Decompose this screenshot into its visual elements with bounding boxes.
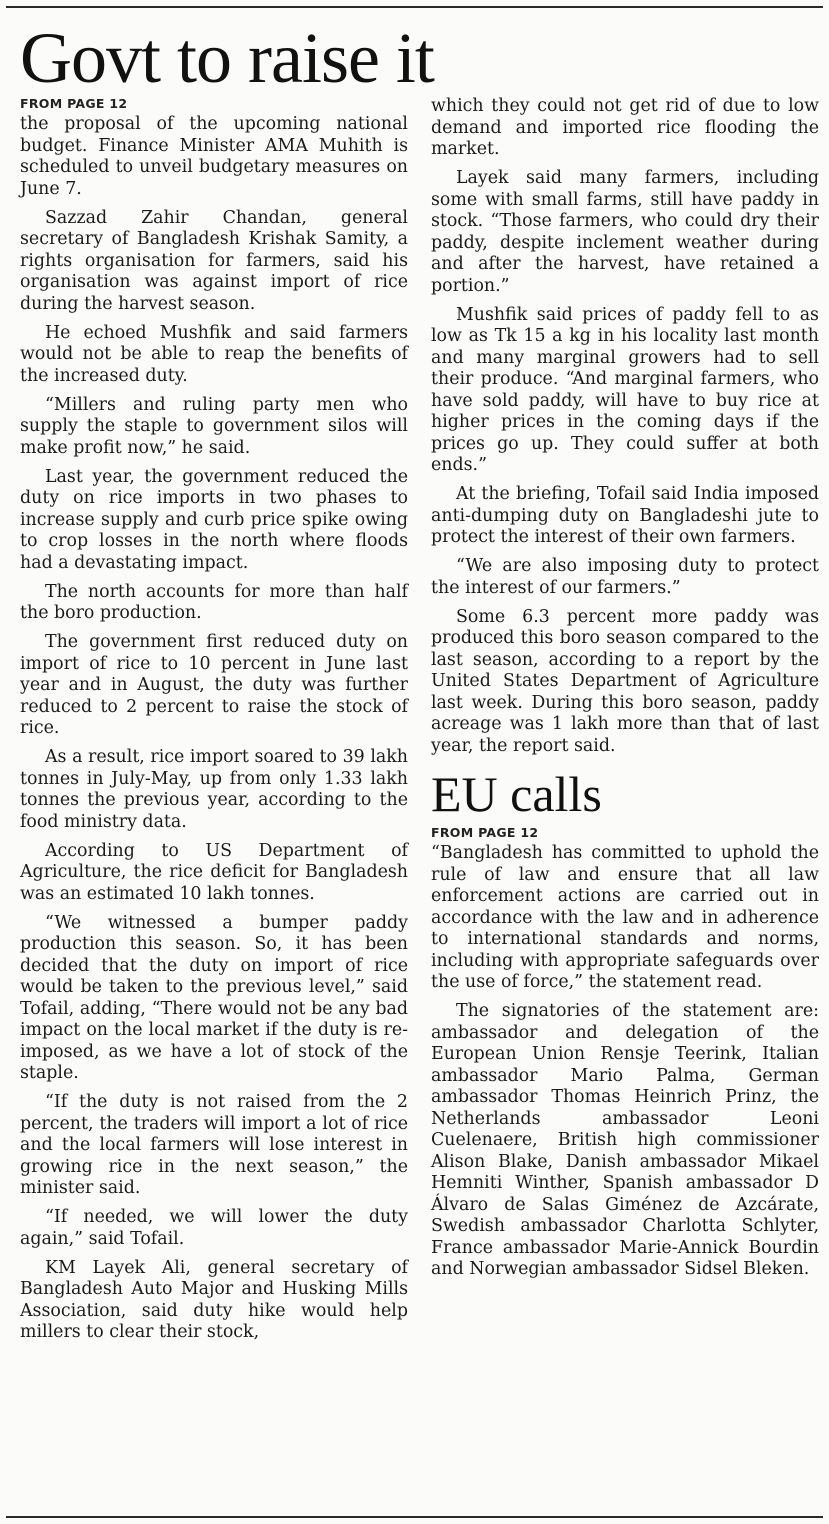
paragraph: At the briefing, Tofail said India imposed anti-dumping duty on Bangladeshi jute to protect the interest of their own farmers.	[431, 484, 819, 547]
jump-line: FROM PAGE 12	[431, 825, 539, 840]
paragraph: “We are also imposing duty to protect the interest of our farmers.”	[431, 556, 819, 598]
column-left	[20, 96, 408, 1344]
bottom-rule	[6, 1516, 823, 1518]
story-headline: Govt to raise it	[20, 18, 434, 98]
second-story-headline: EU calls	[431, 766, 602, 822]
paragraph: According to US Department of Agriculture, the rice deficit for Bangladesh was an estimated 10 lakh tonnes.	[20, 840, 408, 904]
paragraph: which they could not get rid of due to low demand and imported rice flooding the market.	[431, 96, 819, 159]
paragraph: Sazzad Zahir Chandan, general secretary of Bangladesh Krishak Samity, a rights organisation for farmers, said his organisation was against import of rice during the harvest season.	[20, 207, 408, 314]
paragraph: The north accounts for more than half the boro production.	[20, 581, 408, 623]
paragraph: As a result, rice import soared to 39 lakh tonnes in July-May, up from only 1.33 lakh tonnes the previous year, according to the food ministry data.	[20, 747, 408, 832]
paragraph: KM Layek Ali, general secretary of Bangladesh Auto Major and Husking Mills Association, said duty hike would help millers to clear their stock,	[20, 1257, 408, 1342]
column-right	[431, 96, 819, 1281]
paragraph: “Bangladesh has committed to uphold the rule of law and ensure that all law enforcement actions are carried out in accordance with the law and in adherence to international standards and norms, including with appropriate safeguards over the use of force,” the statement read.	[431, 843, 819, 992]
paragraph: The signatories of the statement are: ambassador and delegation of the European Union Rensje Teerink, Italian ambassador Mario Palma, German ambassador Thomas Heinrich Prinz, the Netherlands ambassador Leoni Cuelenaere, British high commissioner Alison Blake, Danish ambassador Mikael Hemniti Winther, Spanish ambassador D Álvaro de Salas Giménez de Azcárate, Swedish ambassador Charlotta Schlyter, France ambassador Marie-Annick Bourdin and Norwegian ambassador Sidsel Bleken.	[431, 1001, 819, 1279]
paragraph: “If the duty is not raised from the 2 percent, the traders will import a lot of rice and the local farmers will lose interest in growing rice in the next season,” the minister said.	[20, 1092, 408, 1198]
paragraph: “If needed, we will lower the duty again,” said Tofail.	[20, 1207, 408, 1249]
paragraph: Some 6.3 percent more paddy was produced this boro season compared to the last season, according to a report by the United States Department of Agriculture last week. During this boro season, paddy acreage was 1 lakh more than that of last year, the report said.	[431, 606, 819, 756]
paragraph: “Millers and ruling party men who supply the staple to government silos will make profit now,” he said.	[20, 394, 408, 458]
jump-line: FROM PAGE 12	[20, 96, 128, 111]
paragraph: Mushfik said prices of paddy fell to as low as Tk 15 a kg in his locality last month and many marginal growers had to sell their produce. “And marginal farmers, who have sold paddy, will have to buy rice at higher prices in the coming days if the prices go up. They could suffer at both ends.”	[431, 304, 819, 475]
paragraph: Last year, the government reduced the duty on rice imports in two phases to increase supply and curb price spike owing to crop losses in the north where floods had a devastating impact.	[20, 466, 408, 573]
paragraph: The government first reduced duty on import of rice to 10 percent in June last year and in August, the duty was further reduced to 2 percent to raise the stock of rice.	[20, 632, 408, 738]
paragraph: the proposal of the upcoming national budget. Finance Minister AMA Muhith is scheduled to unveil budgetary measures on June 7.	[20, 114, 408, 199]
paragraph: He echoed Mushfik and said farmers would not be able to reap the benefits of the increased duty.	[20, 322, 408, 386]
paragraph: Layek said many farmers, including some with small farms, still have paddy in stock. “Those farmers, who could dry their paddy, despite inclement weather during and after the harvest, have retained a portion.”	[431, 168, 819, 296]
paragraph: “We witnessed a bumper paddy production this season. So, it has been decided that the duty on import of rice would be taken to the previous level,” said Tofail, adding, “There would not be any bad impact on the local market if the duty is re-imposed, as we have a lot of stock of the staple.	[20, 912, 408, 1083]
top-rule	[6, 6, 823, 8]
